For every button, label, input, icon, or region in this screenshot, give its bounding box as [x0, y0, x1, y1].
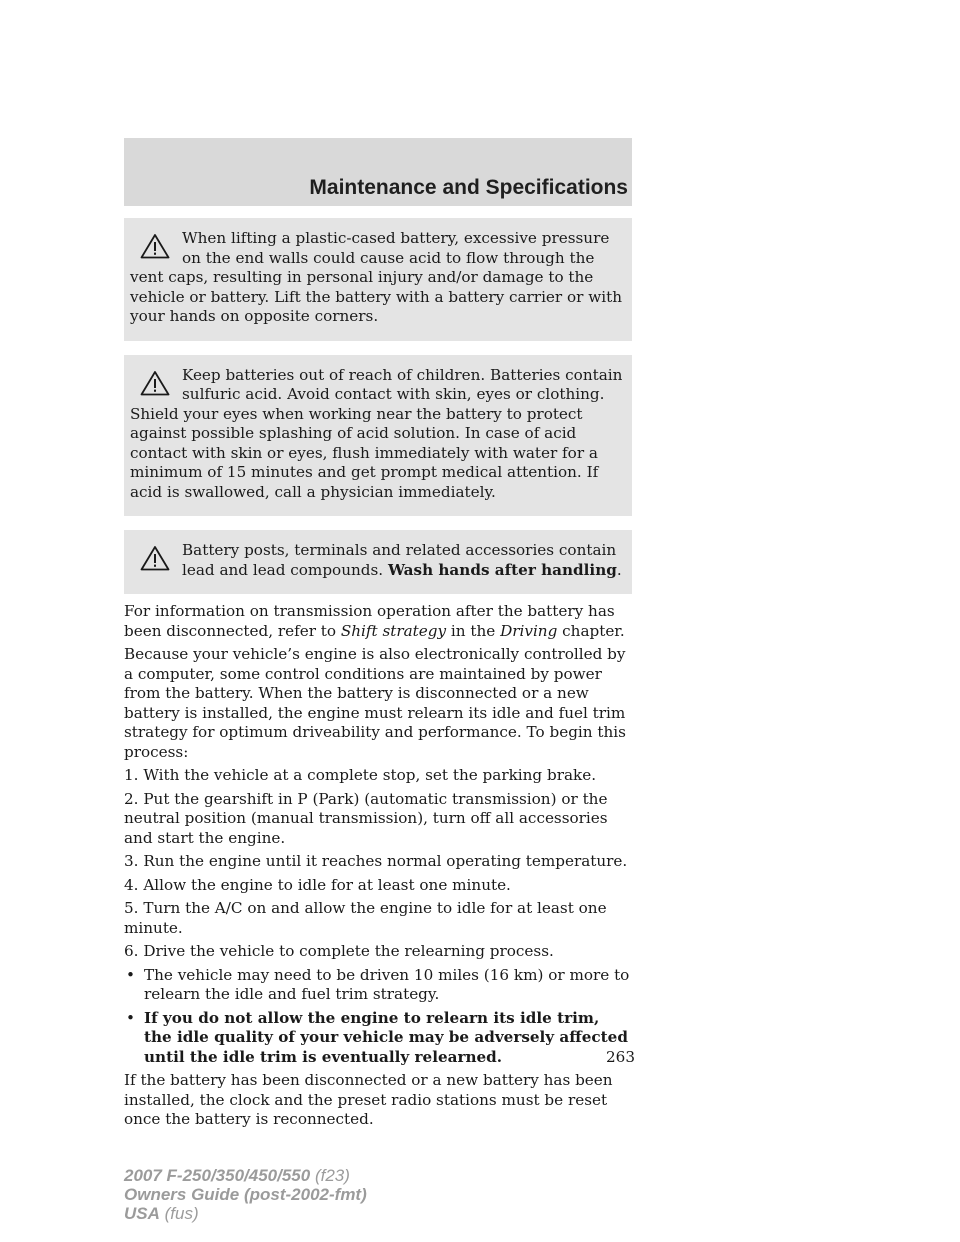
step-1: 1. With the vehicle at a complete stop, set the parking brake. [124, 766, 597, 784]
section-title: Maintenance and Specifications [309, 176, 628, 199]
warning-box-lifting [124, 218, 632, 341]
bullet-dot: • [126, 1008, 135, 1027]
warning-text: Battery posts, terminals and related accessories contain lead and lead compounds. Wash hands after handling. [182, 541, 622, 579]
page-content [124, 218, 632, 1134]
warning-triangle-icon [140, 370, 170, 396]
body-text [124, 602, 632, 1130]
step-2: 2. Put the gearshift in P (Park) (automatic transmission) or the neutral position (manual transmission), turn off all accessories and start the engine. [124, 789, 608, 847]
wash-hands-emphasis: Wash hands after handling [387, 560, 617, 579]
warning-text: When lifting a plastic-cased battery, excessive pressure on the end walls could cause acid to flow through the vent caps, resulting in personal injury and/or damage to the vehicle or battery. Lift the battery with a battery carrier or with your hands on opposite corners. [130, 229, 622, 325]
step-5: 5. Turn the A/C on and allow the engine to idle for at least one minute. [124, 899, 607, 937]
shift-strategy-reference: Shift strategy [340, 621, 447, 640]
warning-box-lead [124, 530, 632, 594]
warning-triangle-icon [140, 545, 170, 571]
closing-paragraph: If the battery has been disconnected or a new battery has been installed, the clock and the preset radio stations must be reset once the battery is reconnected. [124, 1071, 613, 1128]
step-6: 6. Drive the vehicle to complete the relearning process. [124, 942, 554, 960]
warning-box-children [124, 355, 632, 517]
footer-line-model: 2007 F-250/350/450/550 (f23) [124, 1166, 350, 1185]
footer-line-market: USA (fus) [124, 1204, 199, 1223]
warning-text: Keep batteries out of reach of children. Batteries contain sulfuric acid. Avoid contact with skin, eyes or clothing. Shield your eyes when working near the battery to protect against possible splashing of acid solution. In case of acid contact with skin or eyes, flush immediately with water for a minimum of 15 minutes and get prompt medical attention. If acid is swallowed, call a physician immediately. [130, 365, 623, 501]
page-number: 263 [606, 1048, 635, 1066]
bullet-item [124, 1009, 632, 1068]
intro-paragraph: Because your vehicle’s engine is also electronically controlled by a computer, some control conditions are maintained by power from the battery. When the battery is disconnected or a new battery is installed, the engine must relearn its idle and fuel trim strategy for optimum driveability and performance. To begin this process: [124, 645, 626, 761]
bullet-dot: • [126, 965, 135, 984]
bullet-text: If you do not allow the engine to relearn its idle trim, the idle quality of your vehicle may be adversely affected until the idle trim is eventually relearned. [144, 1008, 628, 1066]
step-4: 4. Allow the engine to idle for at least one minute. [124, 875, 511, 894]
warning-triangle-icon [140, 233, 170, 259]
footer-line-guide: Owners Guide (post-2002-fmt) [124, 1185, 367, 1204]
bullet-item [124, 966, 632, 1005]
section-header [124, 138, 632, 206]
bullet-text: The vehicle may need to be driven 10 miles (16 km) or more to relearn the idle and fuel trim strategy. [144, 965, 630, 1003]
step-3: 3. Run the engine until it reaches normal operating temperature. [124, 852, 628, 870]
driving-chapter-reference: Driving [500, 621, 558, 640]
document-footer [124, 1166, 367, 1223]
transmission-paragraph: For information on transmission operation after the battery has been disconnected, refer to Shift strategy in the Driving chapter. [124, 602, 625, 640]
